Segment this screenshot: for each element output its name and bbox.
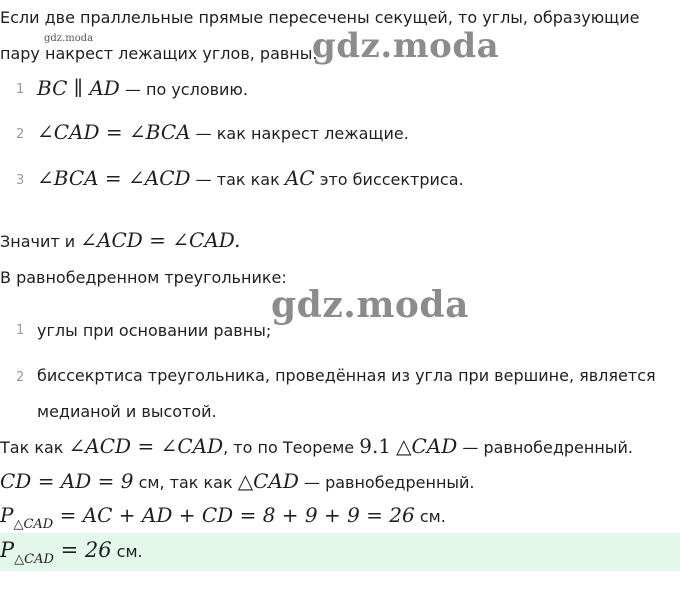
step-2-math: ∠CAD = ∠BCA bbox=[37, 120, 191, 144]
perimeter-sub: △CAD bbox=[13, 517, 54, 532]
isosceles-title: В равнобедренном треугольнике: bbox=[0, 268, 287, 287]
isosceles-item-2-number: 2 bbox=[16, 370, 25, 385]
isosceles-item-2: биссекртиса треугольника, проведённая из угла при вершине, является bbox=[37, 366, 656, 385]
step-3-text: — так как bbox=[190, 170, 285, 189]
step-2 bbox=[37, 120, 409, 144]
theorem-triangle: △CAD bbox=[396, 434, 458, 458]
perimeter-line bbox=[0, 503, 446, 532]
perimeter-unit: см. bbox=[414, 507, 446, 526]
theorem-mid: , то по Теореме bbox=[223, 438, 360, 457]
step-3-math: ∠BCA = ∠ACD bbox=[37, 166, 191, 190]
perimeter-math: = AC + AD + CD = 8 + 9 + 9 = 26 bbox=[53, 503, 415, 527]
conclusion-math: ∠ACD = ∠CAD. bbox=[80, 228, 241, 252]
intro-line-1: Если две праллельные прямые пересечены секущей, то углы, образующие bbox=[0, 8, 640, 27]
step-1-number: 1 bbox=[16, 82, 25, 97]
cd-suffix: — равнобедренный. bbox=[298, 473, 475, 492]
theorem-math: ∠ACD = ∠CAD bbox=[68, 434, 224, 458]
step-1-math: BC ∥ AD bbox=[37, 76, 120, 100]
theorem-suffix: — равнобедренный. bbox=[457, 438, 633, 457]
step-3 bbox=[37, 166, 464, 190]
cd-triangle: △CAD bbox=[237, 469, 299, 493]
step-2-number: 2 bbox=[16, 127, 25, 142]
theorem-number: 9.1 bbox=[359, 434, 392, 458]
isosceles-item-2-cont: медианой и высотой. bbox=[37, 402, 217, 421]
answer-sub: △CAD bbox=[14, 552, 54, 567]
theorem-line bbox=[0, 434, 633, 458]
isosceles-item-1-number: 1 bbox=[16, 323, 25, 338]
theorem-prefix: Так как bbox=[0, 438, 69, 457]
intro-line-2: пару накрест лежащих углов, равны. bbox=[0, 44, 318, 63]
isosceles-item-1: углы при основании равны; bbox=[37, 321, 272, 340]
step-1 bbox=[37, 76, 248, 100]
answer-math: = 26 bbox=[53, 538, 112, 562]
step-3-number: 3 bbox=[16, 173, 25, 188]
answer-line bbox=[0, 538, 143, 567]
cd-unit: см, так как bbox=[133, 473, 238, 492]
conclusion-line bbox=[0, 228, 240, 252]
step-1-text: — по условию. bbox=[119, 80, 248, 99]
watermark-1: gdz.moda bbox=[312, 26, 500, 66]
watermark-small: gdz.moda bbox=[44, 33, 94, 44]
conclusion-prefix: Значит и bbox=[0, 232, 81, 251]
watermark-2: gdz.moda bbox=[271, 284, 469, 326]
step-3-text-2: это биссектриса. bbox=[314, 170, 464, 189]
answer-unit: см. bbox=[111, 542, 143, 561]
perimeter-p: P bbox=[0, 503, 14, 527]
step-3-math-2: AC bbox=[284, 166, 315, 190]
cd-math: CD = AD = 9 bbox=[0, 469, 134, 493]
step-2-text: — как накрест лежащие. bbox=[190, 124, 409, 143]
answer-p: P bbox=[0, 538, 15, 562]
cd-line bbox=[0, 469, 475, 493]
